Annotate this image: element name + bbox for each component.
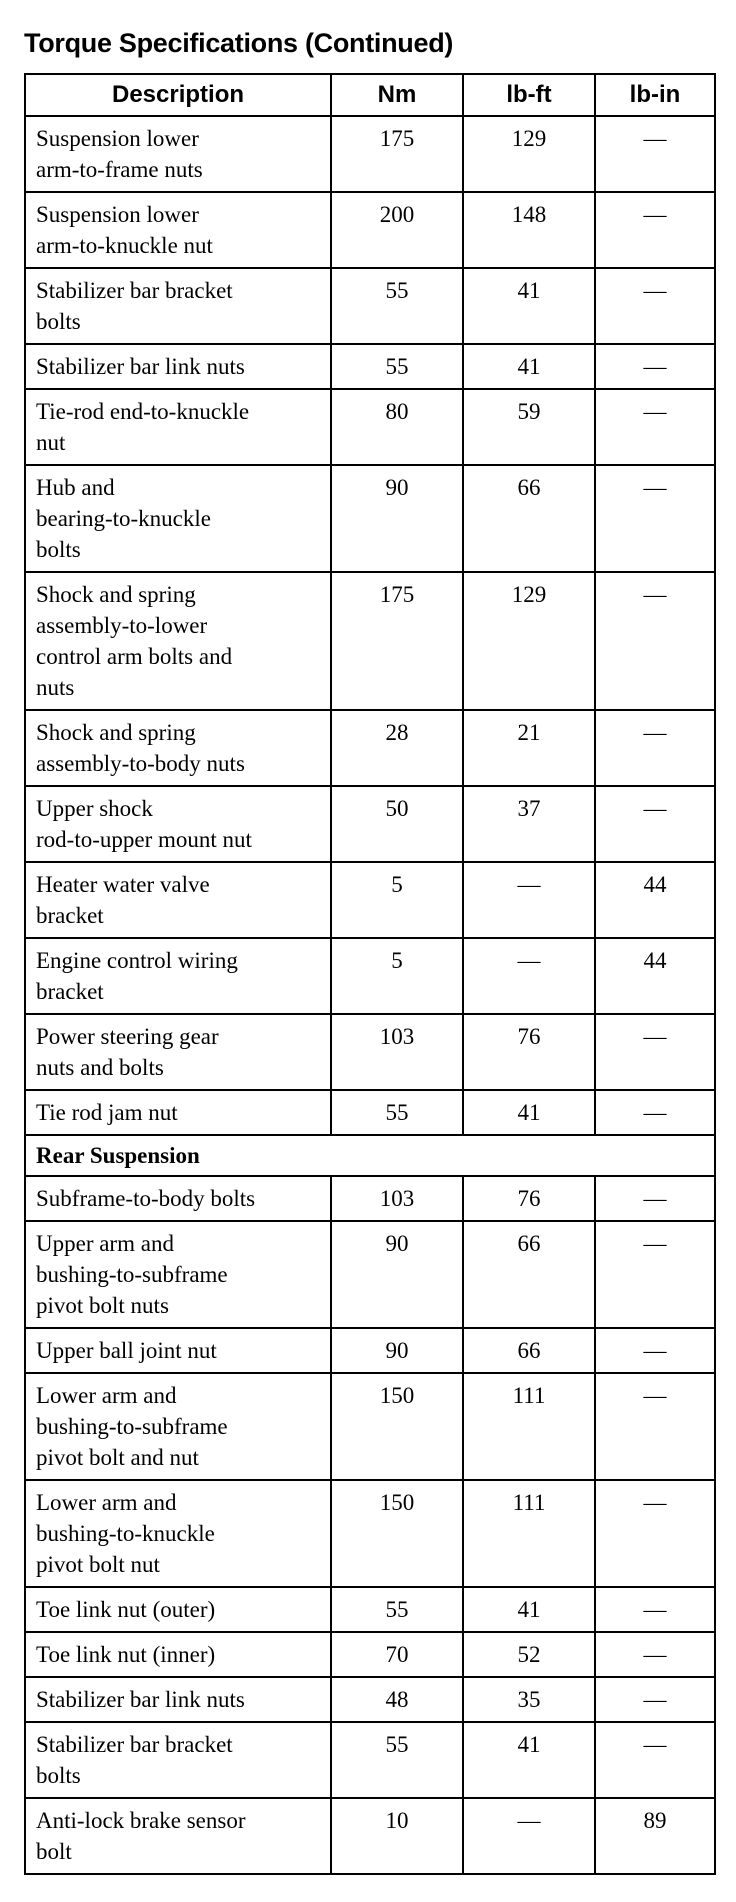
cell-description: Suspension lower arm-to-knuckle nut bbox=[25, 192, 331, 268]
cell-lb-in: — bbox=[595, 1722, 715, 1798]
table-row bbox=[25, 1373, 715, 1480]
cell-lb-ft: 66 bbox=[463, 1328, 595, 1373]
cell-description: Upper ball joint nut bbox=[25, 1328, 331, 1373]
cell-description: Suspension lower arm-to-frame nuts bbox=[25, 116, 331, 192]
cell-nm: 55 bbox=[331, 1722, 463, 1798]
cell-lb-ft: 66 bbox=[463, 1221, 595, 1328]
cell-lb-in: — bbox=[595, 1014, 715, 1090]
cell-nm: 55 bbox=[331, 268, 463, 344]
table-row bbox=[25, 1090, 715, 1135]
cell-lb-in: — bbox=[595, 1176, 715, 1221]
header-row bbox=[25, 74, 715, 116]
column-header-nm: Nm bbox=[331, 74, 463, 116]
table-row bbox=[25, 1677, 715, 1722]
table-row bbox=[25, 344, 715, 389]
cell-lb-in: — bbox=[595, 1328, 715, 1373]
cell-lb-ft: — bbox=[463, 1798, 595, 1874]
table-row bbox=[25, 192, 715, 268]
cell-lb-in: — bbox=[595, 268, 715, 344]
table-row bbox=[25, 572, 715, 710]
cell-lb-in: — bbox=[595, 116, 715, 192]
cell-description: Shock and spring assembly-to-lower control arm bolts and nuts bbox=[25, 572, 331, 710]
cell-nm: 5 bbox=[331, 938, 463, 1014]
cell-lb-ft: 41 bbox=[463, 1722, 595, 1798]
cell-description: Tie rod jam nut bbox=[25, 1090, 331, 1135]
cell-nm: 55 bbox=[331, 1587, 463, 1632]
cell-nm: 103 bbox=[331, 1014, 463, 1090]
cell-lb-in: — bbox=[595, 1587, 715, 1632]
torque-spec-table bbox=[24, 73, 716, 1875]
cell-lb-in: — bbox=[595, 344, 715, 389]
cell-lb-ft: 148 bbox=[463, 192, 595, 268]
table-row bbox=[25, 1722, 715, 1798]
cell-description: Upper arm and bushing-to-subframe pivot bolt nuts bbox=[25, 1221, 331, 1328]
cell-lb-in: — bbox=[595, 389, 715, 465]
section-title: Rear Suspension bbox=[25, 1135, 715, 1176]
cell-lb-in: 44 bbox=[595, 938, 715, 1014]
cell-lb-in: — bbox=[595, 572, 715, 710]
table-row bbox=[25, 1587, 715, 1632]
cell-lb-in: — bbox=[595, 1632, 715, 1677]
cell-lb-ft: 35 bbox=[463, 1677, 595, 1722]
table-row bbox=[25, 389, 715, 465]
cell-description: Upper shock rod-to-upper mount nut bbox=[25, 786, 331, 862]
section-header-row bbox=[25, 1135, 715, 1176]
cell-lb-ft: 41 bbox=[463, 268, 595, 344]
cell-nm: 200 bbox=[331, 192, 463, 268]
column-header-lb-ft: lb-ft bbox=[463, 74, 595, 116]
cell-description: Toe link nut (outer) bbox=[25, 1587, 331, 1632]
cell-description: Power steering gear nuts and bolts bbox=[25, 1014, 331, 1090]
cell-description: Lower arm and bushing-to-knuckle pivot bolt nut bbox=[25, 1480, 331, 1587]
cell-nm: 70 bbox=[331, 1632, 463, 1677]
table-row bbox=[25, 938, 715, 1014]
cell-description: Toe link nut (inner) bbox=[25, 1632, 331, 1677]
cell-lb-in: — bbox=[595, 1677, 715, 1722]
table-row bbox=[25, 786, 715, 862]
cell-description: Stabilizer bar bracket bolts bbox=[25, 268, 331, 344]
cell-description: Anti-lock brake sensor bolt bbox=[25, 1798, 331, 1874]
cell-lb-ft: 111 bbox=[463, 1480, 595, 1587]
table-row bbox=[25, 268, 715, 344]
cell-lb-ft: 129 bbox=[463, 116, 595, 192]
cell-nm: 80 bbox=[331, 389, 463, 465]
table-row bbox=[25, 465, 715, 572]
cell-lb-ft: 59 bbox=[463, 389, 595, 465]
cell-description: Subframe-to-body bolts bbox=[25, 1176, 331, 1221]
cell-description: Engine control wiring bracket bbox=[25, 938, 331, 1014]
column-header-lb-in: lb-in bbox=[595, 74, 715, 116]
cell-lb-in: — bbox=[595, 465, 715, 572]
column-header-description: Description bbox=[25, 74, 331, 116]
table-row bbox=[25, 1221, 715, 1328]
cell-lb-in: — bbox=[595, 786, 715, 862]
cell-lb-in: 44 bbox=[595, 862, 715, 938]
cell-lb-in: — bbox=[595, 1480, 715, 1587]
cell-nm: 55 bbox=[331, 1090, 463, 1135]
cell-nm: 150 bbox=[331, 1373, 463, 1480]
cell-description: Stabilizer bar link nuts bbox=[25, 344, 331, 389]
cell-lb-ft: 76 bbox=[463, 1176, 595, 1221]
page-title: Torque Specifications (Continued) bbox=[24, 28, 454, 58]
cell-lb-in: 89 bbox=[595, 1798, 715, 1874]
cell-lb-in: — bbox=[595, 710, 715, 786]
cell-nm: 90 bbox=[331, 1221, 463, 1328]
cell-description: Stabilizer bar bracket bolts bbox=[25, 1722, 331, 1798]
cell-nm: 90 bbox=[331, 1328, 463, 1373]
cell-lb-ft: 66 bbox=[463, 465, 595, 572]
cell-lb-ft: 129 bbox=[463, 572, 595, 710]
cell-nm: 150 bbox=[331, 1480, 463, 1587]
table-row bbox=[25, 1480, 715, 1587]
cell-lb-ft: 111 bbox=[463, 1373, 595, 1480]
cell-nm: 175 bbox=[331, 572, 463, 710]
table-row bbox=[25, 1176, 715, 1221]
table-row bbox=[25, 1632, 715, 1677]
table-row bbox=[25, 1014, 715, 1090]
cell-nm: 55 bbox=[331, 344, 463, 389]
cell-description: Shock and spring assembly-to-body nuts bbox=[25, 710, 331, 786]
cell-lb-in: — bbox=[595, 1373, 715, 1480]
cell-lb-ft: — bbox=[463, 938, 595, 1014]
cell-lb-in: — bbox=[595, 1221, 715, 1328]
cell-lb-ft: 41 bbox=[463, 1090, 595, 1135]
table-header bbox=[25, 74, 715, 116]
cell-description: Tie-rod end-to-knuckle nut bbox=[25, 389, 331, 465]
cell-nm: 5 bbox=[331, 862, 463, 938]
cell-description: Lower arm and bushing-to-subframe pivot bolt and nut bbox=[25, 1373, 331, 1480]
table-row bbox=[25, 710, 715, 786]
cell-lb-ft: 52 bbox=[463, 1632, 595, 1677]
cell-description: Stabilizer bar link nuts bbox=[25, 1677, 331, 1722]
table-row bbox=[25, 1798, 715, 1874]
cell-lb-in: — bbox=[595, 1090, 715, 1135]
cell-lb-ft: 41 bbox=[463, 1587, 595, 1632]
cell-lb-ft: 37 bbox=[463, 786, 595, 862]
cell-nm: 48 bbox=[331, 1677, 463, 1722]
cell-nm: 50 bbox=[331, 786, 463, 862]
table-body bbox=[25, 116, 715, 1874]
cell-nm: 175 bbox=[331, 116, 463, 192]
table-row bbox=[25, 862, 715, 938]
cell-nm: 103 bbox=[331, 1176, 463, 1221]
cell-nm: 90 bbox=[331, 465, 463, 572]
cell-lb-ft: — bbox=[463, 862, 595, 938]
table-row bbox=[25, 116, 715, 192]
cell-lb-ft: 41 bbox=[463, 344, 595, 389]
cell-lb-ft: 21 bbox=[463, 710, 595, 786]
cell-lb-ft: 76 bbox=[463, 1014, 595, 1090]
cell-lb-in: — bbox=[595, 192, 715, 268]
table-row bbox=[25, 1328, 715, 1373]
cell-description: Hub and bearing-to-knuckle bolts bbox=[25, 465, 331, 572]
cell-description: Heater water valve bracket bbox=[25, 862, 331, 938]
cell-nm: 28 bbox=[331, 710, 463, 786]
cell-nm: 10 bbox=[331, 1798, 463, 1874]
